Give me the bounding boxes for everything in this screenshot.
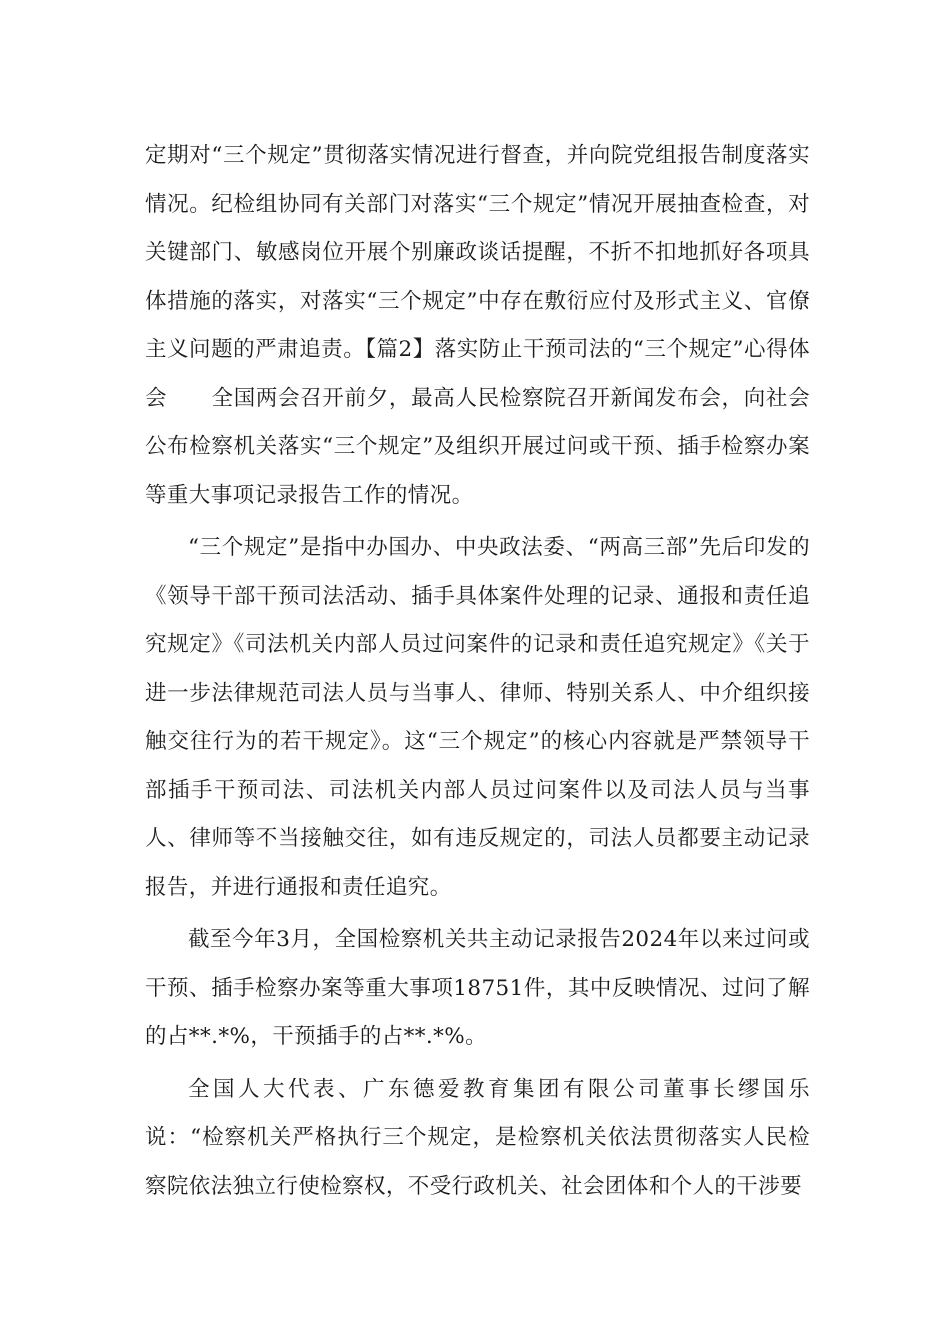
paragraph-4: 全国人大代表、广东德爱教育集团有限公司董事长缪国乐说：“检察机关严格执行三个规定，是检察机关依法贯彻落实人民检察院依法独立行使检察权，不受行政机关、社会团体和个人的干涉要 xyxy=(145,1076,810,1199)
paragraph-3: 截至今年3月，全国检察机关共主动记录报告2024年以来过问或干预、插手检察办案等重大事项18751件，其中反映情况、过问了解的占**.*%，干预插手的占**.*%。 xyxy=(145,927,810,1049)
paragraph-2: “三个规定”是指中办国办、中央政法委、“两高三部”先后印发的《领导干部干预司法活动、插手具体案件处理的记录、通报和责任追究规定》《司法机关内部人员过问案件的记录和责任追究规定》《关于进一步法律规范司法人员与当事人、律师、特别关系人、中介组织接触交往行为的若干规定》。这“三个规定”的核心内容就是严禁领导干部插手干预司法、司法机关内部人员过问案件以及司法人员与当事人、律师等不当接触交往，如有违反规定的，司法人员都要主动记录报告，并进行通报和责任追究。 xyxy=(145,535,810,900)
paragraph-1: 定期对“三个规定”贯彻落实情况进行督查，并向院党组报告制度落实情况。纪检组协同有关部门对落实“三个规定”情况开展抽查检查，对关键部门、敏感岗位开展个别廉政谈话提醒，不折不扣地抓好各项具体措施的落实，对落实“三个规定”中存在敷衍应付及形式主义、官僚主义问题的严肃追责。【篇2】落实防止干预司法的“三个规定”心得体会 全国两会召开前夕，最高人民检察院召开新闻发布会，向社会公布检察机关落实“三个规定”及组织开展过问或干预、插手检察办案等重大事项记录报告工作的情况。 xyxy=(145,143,810,508)
